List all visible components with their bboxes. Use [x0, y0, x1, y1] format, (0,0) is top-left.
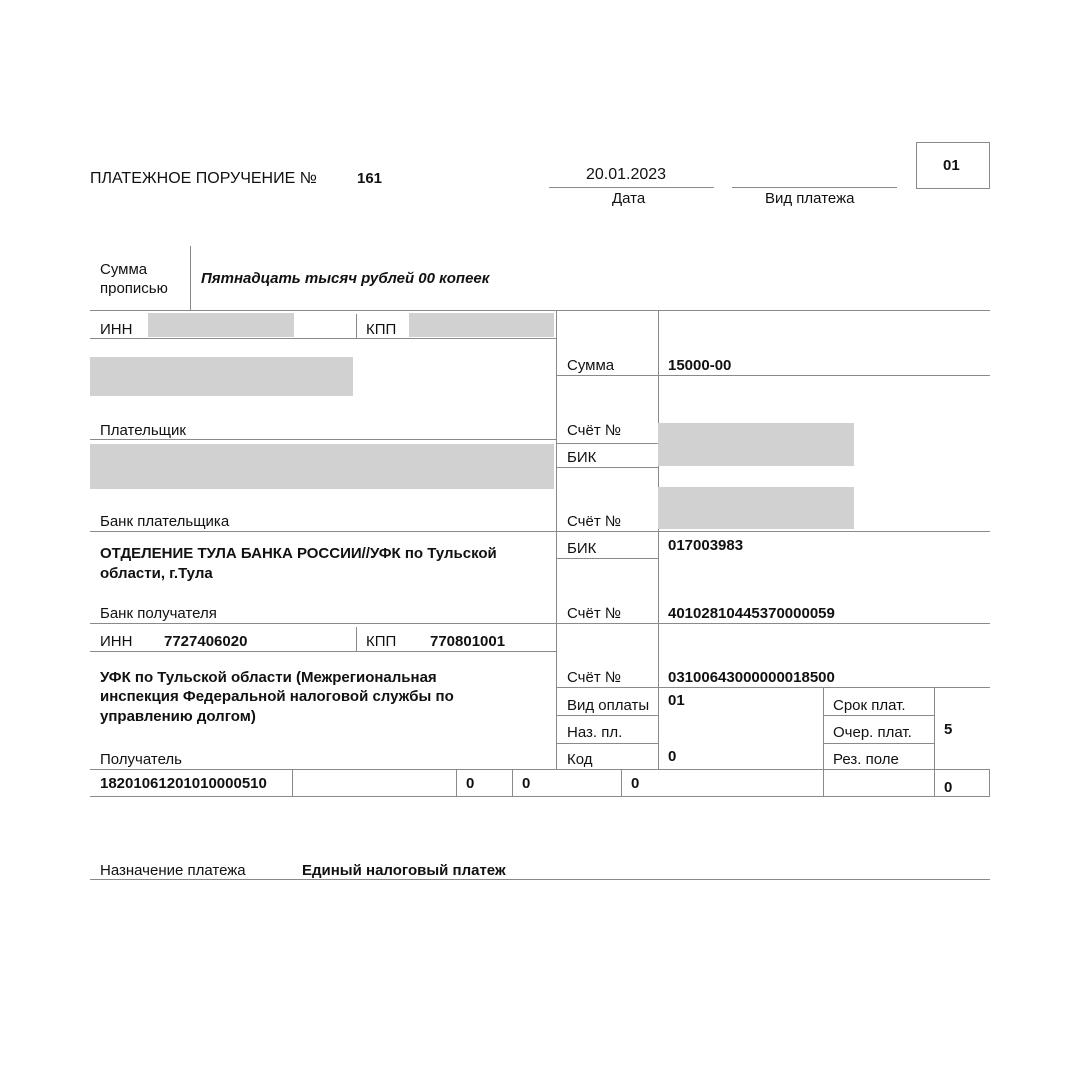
grid-line: [556, 375, 990, 376]
sum-value: 15000-00: [668, 357, 732, 374]
payer-bank-bik-label: БИК: [567, 449, 597, 466]
document-number: 161: [357, 170, 383, 187]
grid-line: [658, 310, 659, 769]
grid-line: [512, 769, 513, 796]
grid-line: [90, 439, 556, 440]
recipient-kpp: 770801001: [430, 633, 506, 650]
date-label: Дата: [612, 190, 646, 207]
amount-words-label-1: Сумма: [100, 261, 148, 278]
form-code: 01: [943, 157, 960, 174]
document-title: ПЛАТЕЖНОЕ ПОРУЧЕНИЕ №: [90, 170, 317, 187]
amount-words-divider: [190, 246, 191, 310]
recipient-inn: 7727406020: [164, 633, 248, 650]
grid-line: [90, 796, 990, 797]
grid-line: [556, 743, 658, 744]
amount-words-value: Пятнадцать тысяч рублей 00 копеек: [201, 270, 490, 287]
grid-line: [934, 687, 935, 797]
grid-line: [556, 310, 557, 769]
grid-line: [556, 558, 658, 559]
grid-line: [90, 531, 990, 532]
payment-kind: 01: [668, 692, 685, 709]
recipient-label: Получатель: [100, 751, 182, 768]
recipient-account-label: Счёт №: [567, 669, 621, 686]
grid-line: [556, 687, 990, 688]
tax-field: 0: [944, 779, 953, 796]
grid-line: [90, 338, 556, 339]
recipient-bank-bik-label: БИК: [567, 540, 597, 557]
reserve-label: Рез. поле: [833, 751, 899, 768]
purpose-label: Назначение платежа: [100, 862, 246, 879]
purpose-value: Единый налоговый платеж: [302, 862, 506, 879]
grid-line: [356, 314, 357, 338]
payment-kind-label: Вид оплаты: [567, 697, 650, 714]
payment-type-underline: [732, 187, 897, 188]
term-label: Срок плат.: [833, 697, 906, 714]
payer-kpp-label: КПП: [366, 321, 397, 338]
payer-bank-label: Банк плательщика: [100, 513, 230, 530]
grid-line: [823, 715, 934, 716]
grid-line: [90, 769, 990, 770]
payer-account-label: Счёт №: [567, 422, 621, 439]
redacted-payer-bank-account: [658, 487, 854, 529]
priority-label: Очер. плат.: [833, 724, 912, 741]
recipient-bank-label: Банк получателя: [100, 605, 217, 622]
recipient-bank-bik: 017003983: [668, 537, 744, 554]
recipient-bank-corr-account: 40102810445370000059: [668, 605, 835, 622]
recipient-account: 03100643000000018500: [668, 669, 835, 686]
recipient-name-2: инспекция Федеральной налоговой службы по: [100, 688, 454, 705]
payer-label: Плательщик: [100, 422, 186, 439]
sum-label: Сумма: [567, 357, 615, 374]
grid-line: [556, 443, 658, 444]
grid-line: [621, 769, 622, 796]
amount-words-label-2: прописью: [100, 280, 168, 297]
recipient-bank-name-2: области, г.Тула: [100, 565, 213, 582]
recipient-bank-account-label: Счёт №: [567, 605, 621, 622]
grid-line: [556, 467, 658, 468]
grid-line: [823, 743, 934, 744]
grid-line: [90, 623, 990, 624]
payer-inn-label: ИНН: [100, 321, 133, 338]
redacted-payer-name: [90, 357, 353, 396]
date-underline: [549, 187, 714, 188]
grid-line: [989, 769, 990, 796]
grid-line: [356, 627, 357, 651]
document-date: 20.01.2023: [586, 166, 667, 183]
purpose-code-label: Наз. пл.: [567, 724, 623, 741]
grid-line: [823, 687, 824, 797]
redacted-payer-bank: [90, 444, 554, 489]
recipient-inn-label: ИНН: [100, 633, 133, 650]
grid-line: [292, 769, 293, 796]
grid-line: [556, 715, 658, 716]
tax-field: 0: [631, 775, 640, 792]
redacted-payer-account: [658, 423, 854, 466]
recipient-name-1: УФК по Тульской области (Межрегиональная: [100, 669, 437, 686]
payment-type-label: Вид платежа: [765, 190, 855, 207]
priority-value: 5: [944, 721, 953, 738]
recipient-name-3: управлению долгом): [100, 708, 256, 725]
recipient-bank-name-1: ОТДЕЛЕНИЕ ТУЛА БАНКА РОССИИ//УФК по Тульской: [100, 545, 497, 562]
grid-line: [90, 879, 990, 880]
payer-bank-account-label: Счёт №: [567, 513, 621, 530]
grid-line: [90, 310, 990, 311]
tax-field: 0: [522, 775, 531, 792]
tax-field: 0: [466, 775, 475, 792]
redacted-payer-kpp: [409, 313, 554, 337]
redacted-payer-inn: [148, 313, 294, 337]
tax-kbk: 18201061201010000510: [100, 775, 267, 792]
grid-line: [456, 769, 457, 796]
code-value: 0: [668, 748, 677, 765]
grid-line: [90, 651, 556, 652]
code-label: Код: [567, 751, 593, 768]
recipient-kpp-label: КПП: [366, 633, 397, 650]
